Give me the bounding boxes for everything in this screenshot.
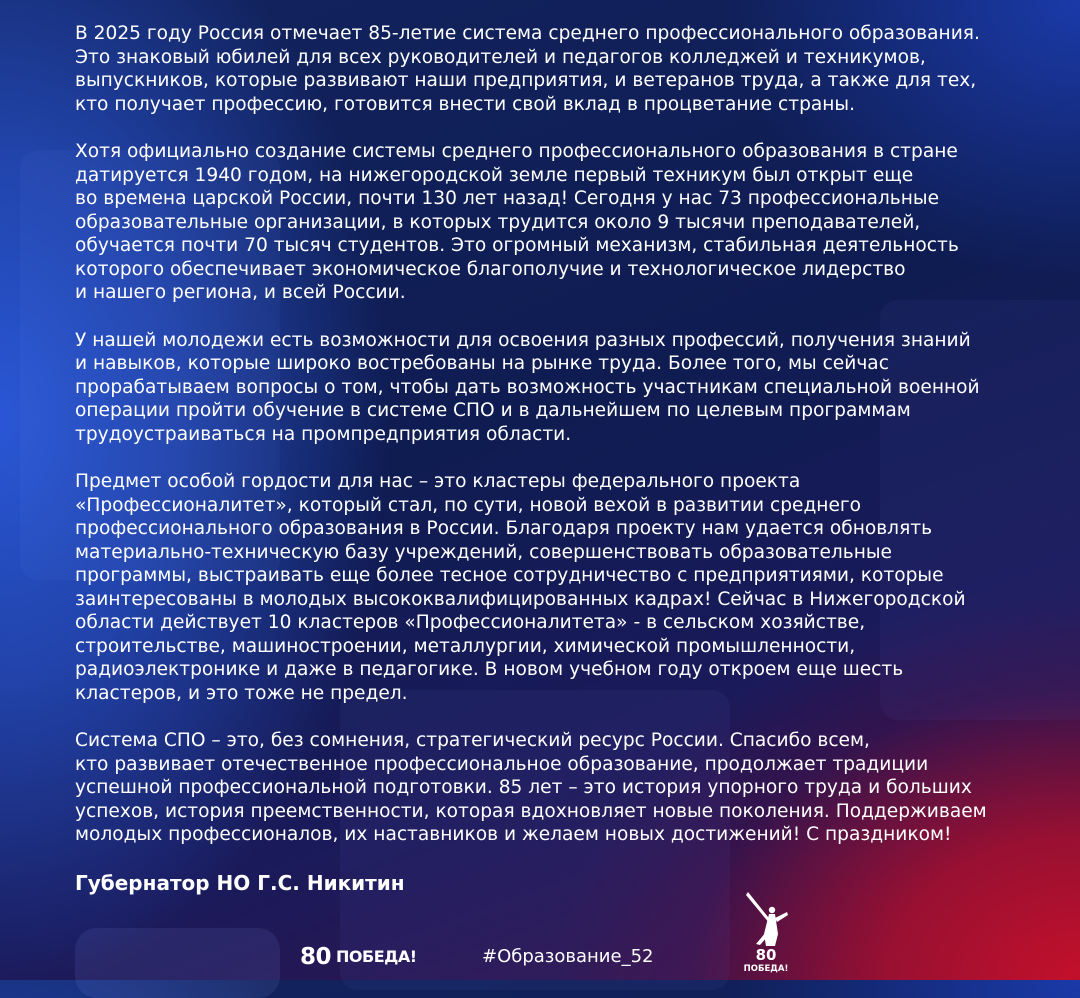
article-body	[75, 22, 1005, 895]
emblem-word: ПОБЕДА!	[743, 964, 789, 974]
signature: Губернатор НО Г.С. Никитин	[75, 870, 405, 895]
victory-80-logo	[300, 944, 417, 970]
victory-monument-emblem-icon	[742, 888, 790, 974]
logo-number: 80	[300, 944, 332, 970]
emblem-number: 80	[755, 946, 777, 964]
paragraph: Предмет особой гордости для нас – это кластеры федерального проекта «Профессионалитет», который стал, по сути, новой вехой в развитии среднего профессионального образования в России. Благодаря проекту нам удается обновлять материально-техническую базу учреждений, совершенствовать образовательные программы, выстраивать еще более тесное сотрудничество с предприятиями, которые заинтересованы в молодых высококвалифицированных кадрах! Сейчас в Нижегородской области действует 10 кластеров «Профессионалитета» - в сельском хозяйстве, строительстве, машиностроении, металлургии, химической промышленности, радиоэлектронике и даже в педагогике. В новом учебном году откроем еще шесть кластеров, и это тоже не предел.	[75, 471, 966, 704]
decorative-panel	[75, 928, 280, 998]
paragraph: У нашей молодежи есть возможности для освоения разных профессий, получения знаний и навыков, которые широко востребованы на рынке труда. Более того, мы сейчас прорабатываем вопросы о том, чтобы дать возможность участникам специальной военной операции пройти обучение в системе СПО и в дальнейшем по целевым программам трудоустраиваться на промпредприятия области.	[75, 329, 980, 445]
paragraph: Хотя официально создание системы среднего профессионального образования в стране датируется 1940 годом, на нижегородской земле первый техникум был открыт еще во времена царской России, почти 130 лет назад! Сегодня у нас 73 профессиональные образовательные организации, в которых трудится около 9 тысячи преподавателей, обучается почти 70 тысяч студентов. Это огромный механизм, стабильная деятельность которого обеспечивает экономическое благополучие и технологическое лидерство и нашего региона, и всей России.	[75, 141, 959, 303]
hashtag: #Образование_52	[482, 946, 654, 967]
logo-word: ПОБЕДА!	[336, 947, 417, 966]
paragraph: В 2025 году Россия отмечает 85-летие система среднего профессионального образования. Это знаковый юбилей для всех руководителей и педагогов колледжей и техникумов, выпускников, которые развивают наши предприятия, и ветеранов труда, а также для тех, кто получает профессию, готовится внести свой вклад в процветание страны.	[75, 23, 980, 115]
paragraph: Система СПО – это, без сомнения, стратегический ресурс России. Спасибо всем, кто развивает отечественное профессиональное образование, продолжает традиции успешной профессиональной подготовки. 85 лет – это история упорного труда и больших успехов, история преемственности, которая вдохновляет новые поколения. Поддерживаем молодых профессионалов, их наставников и желаем новых достижений! С праздником!	[75, 730, 987, 845]
